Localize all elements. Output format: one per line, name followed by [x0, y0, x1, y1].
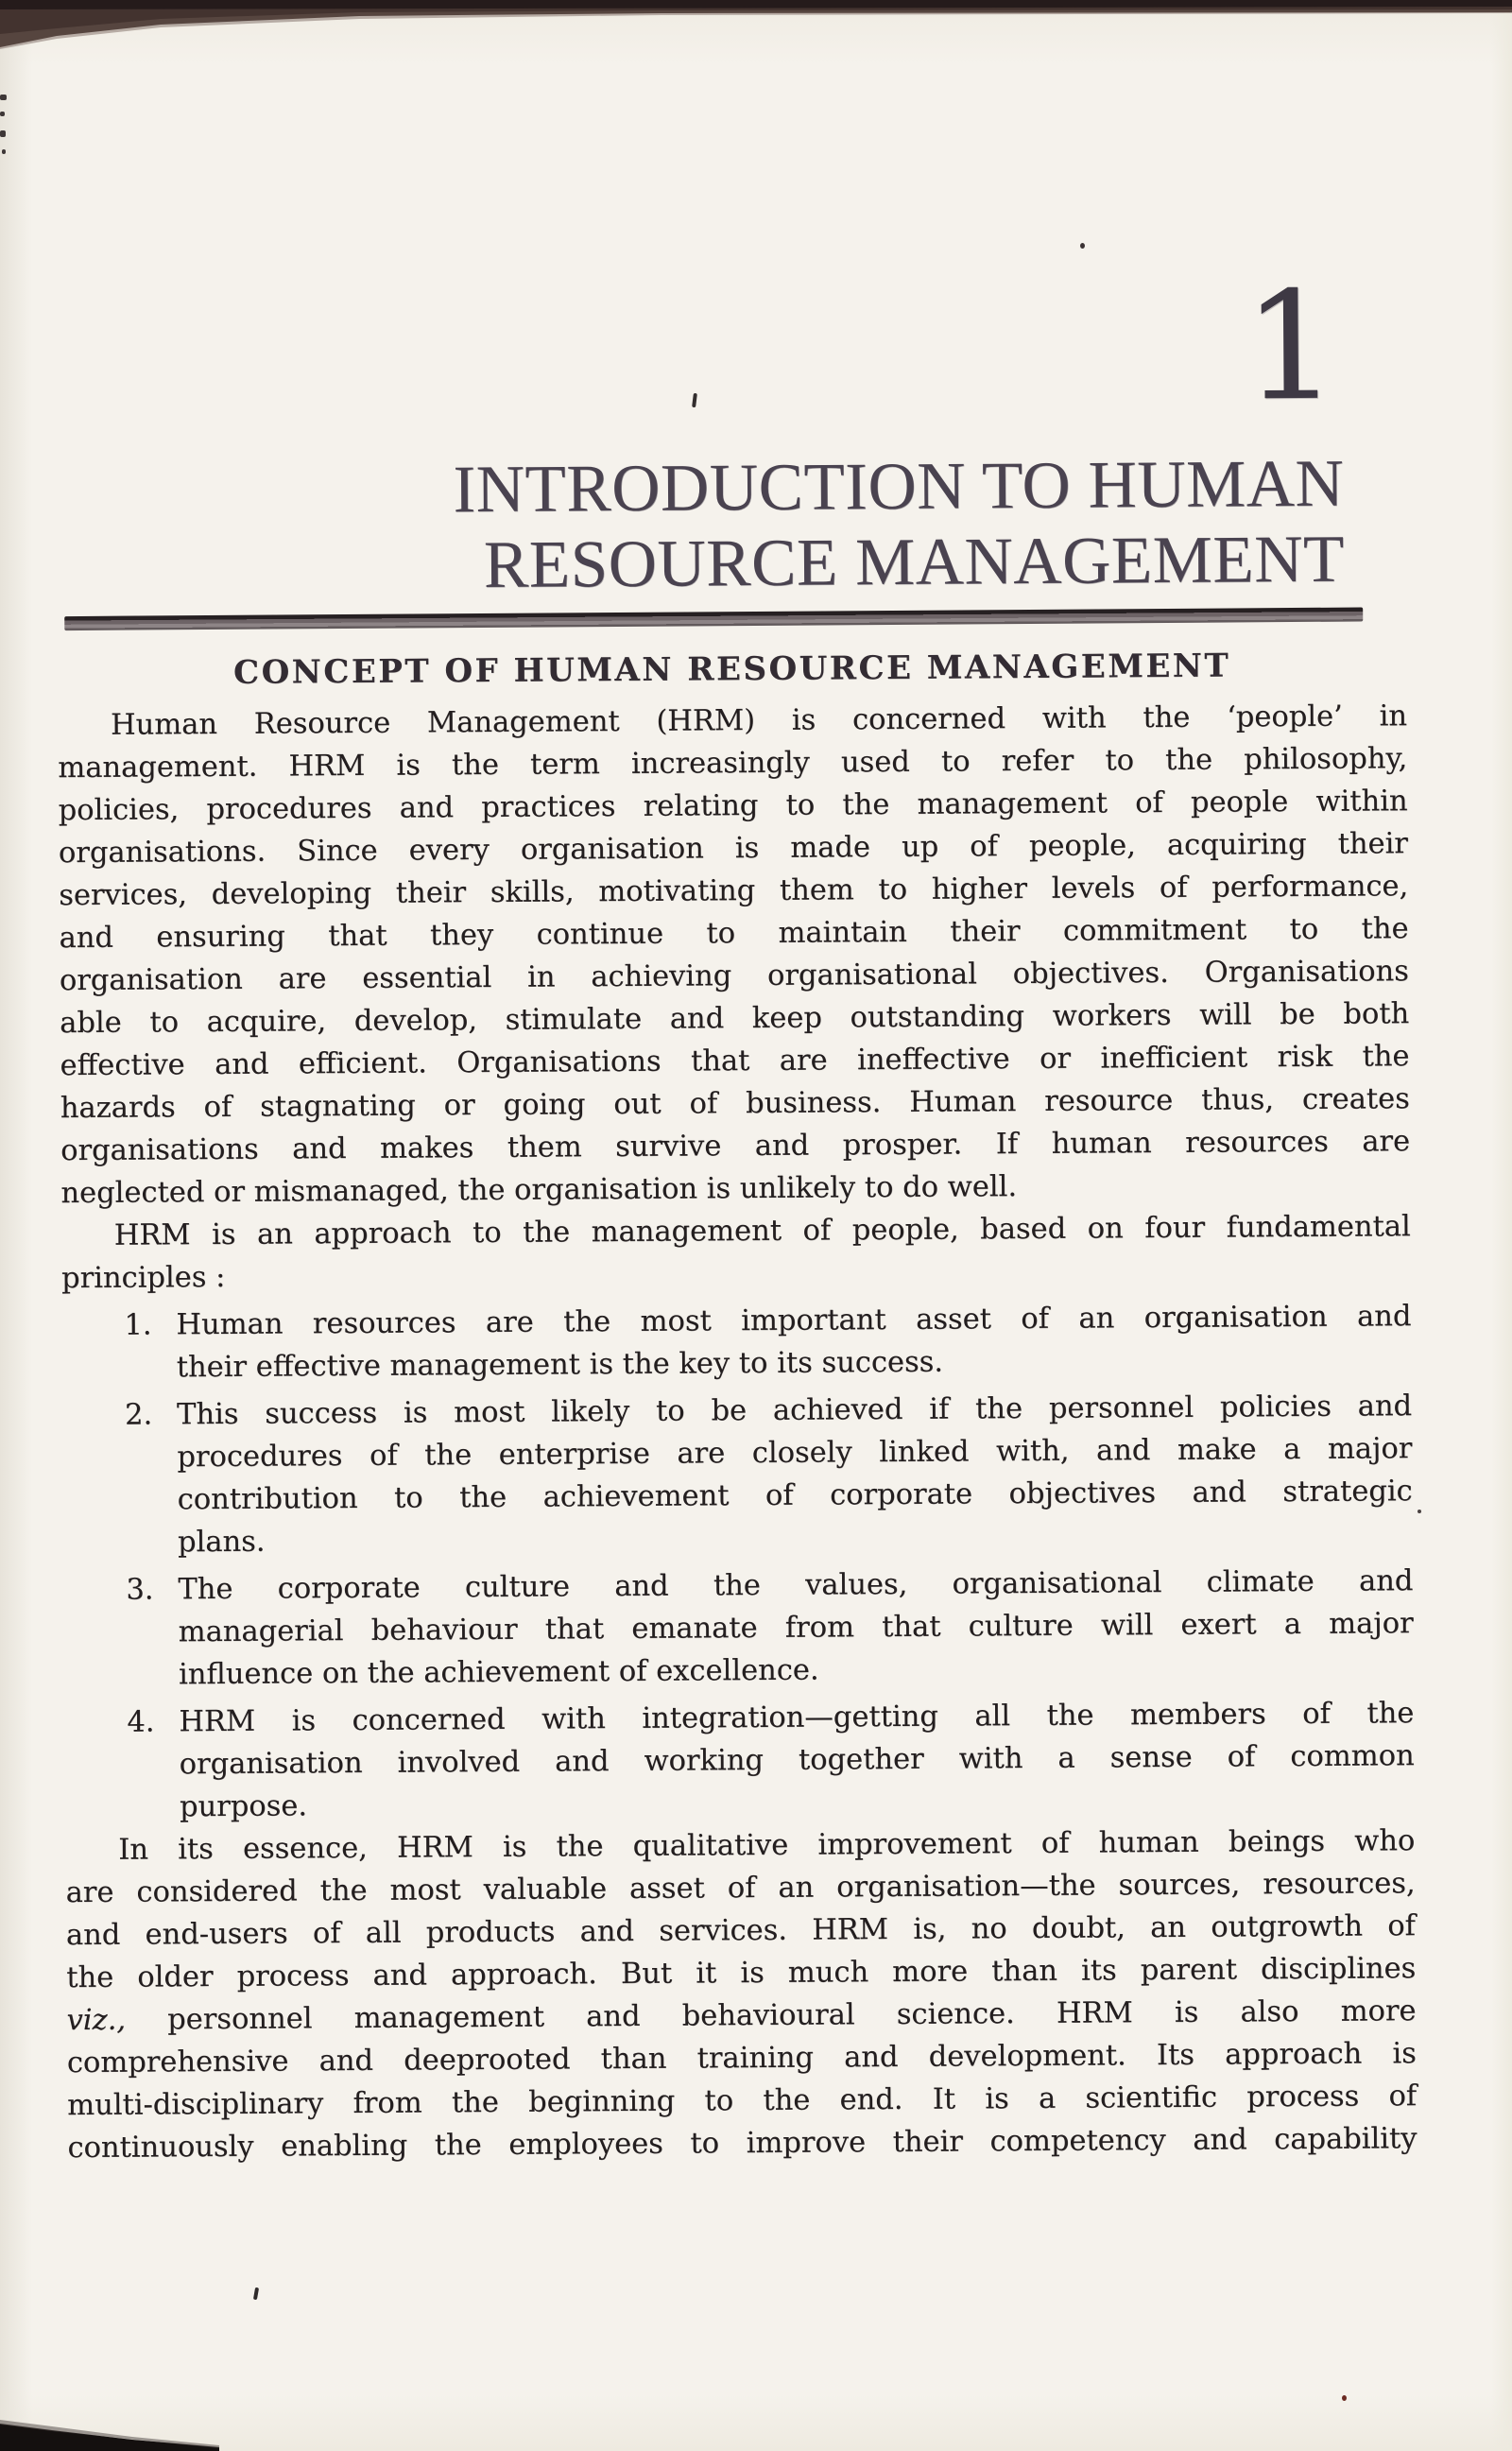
list-item-4-text	[179, 1692, 1415, 1828]
paragraph-concept	[58, 695, 1411, 1215]
list-item-3	[63, 1560, 1414, 1697]
list-item-4	[64, 1692, 1415, 1829]
paragraph-essence	[65, 1820, 1417, 2169]
list-item-3-text	[178, 1560, 1414, 1696]
text-line: organisations and makes them survive and prosper. If human resources are	[60, 1125, 1411, 1168]
list-item-1	[61, 1295, 1412, 1389]
section-heading: CONCEPT OF HUMAN RESOURCE MANAGEMENT	[232, 647, 1231, 692]
text-line: HRM is an approach to the management of people, based on four fundamental	[113, 1210, 1411, 1252]
paragraph-principles-intro	[61, 1205, 1412, 1300]
text-line: Human resources are the most important asset of an organisation and	[176, 1300, 1412, 1342]
list-item-3-number: 3.	[126, 1573, 154, 1607]
text-line: hazards of stagnating or going out of business. Human resource thus, creates	[60, 1082, 1410, 1126]
text-line: multi-disciplinary from the beginning to the end. It is a scientific process of	[67, 2080, 1418, 2123]
text-line: purpose.	[179, 1789, 308, 1824]
text-line: Human Resource Management (HRM) is concerned with the ‘people’ in	[110, 699, 1408, 742]
text-span: personnel management and behavioural science. HRM is also more	[125, 1994, 1417, 2037]
text-line: contribution to the achievement of corporate objectives and strategic	[177, 1475, 1413, 1517]
text-line: plans.	[177, 1525, 266, 1560]
text-line: and ensuring that they continue to maintain their commitment to the	[59, 912, 1409, 956]
text-line: managerial behaviour that emanate from that culture will exert a major	[178, 1607, 1414, 1649]
text-line: comprehensive and deeprooted than training and development. Its approach is	[66, 2037, 1417, 2080]
text-line: principles :	[60, 1260, 226, 1296]
text-line: organisation involved and working together with a sense of common	[179, 1739, 1415, 1782]
text-line: neglected or mismanaged, the organisation is unlikely to do well.	[60, 1170, 1018, 1211]
text-line: and end-users of all products and services. HRM is, no doubt, an outgrowth of	[65, 1909, 1417, 1953]
text-line: effective and efficient. Organisations that are ineffective or inefficient risk the	[60, 1040, 1410, 1083]
list-item-1-number: 1.	[124, 1308, 152, 1342]
text-line: policies, procedures and practices relating to the management of people within	[58, 785, 1408, 828]
chapter-title-line-1: INTRODUCTION TO HUMAN	[453, 446, 1345, 527]
text-line: procedures of the enterprise are closely linked with, and make a major	[177, 1432, 1413, 1475]
list-item-4-number: 4.	[127, 1705, 155, 1739]
list-item-2-text	[177, 1385, 1413, 1563]
text-column	[57, 642, 1417, 2169]
text-line: The corporate culture and the values, organisational climate and	[178, 1564, 1414, 1607]
text-line: HRM is concerned with integration—getting all the members of the	[179, 1697, 1415, 1739]
list-item-2	[62, 1385, 1413, 1564]
text-line: management. HRM is the term increasingly used to refer to the philosophy,	[58, 742, 1408, 785]
list-item-2-number: 2.	[124, 1398, 153, 1432]
text-line: In its essence, HRM is the qualitative improvement of human beings who	[118, 1824, 1416, 1867]
text-line: services, developing their skills, motivating them to higher levels of performance,	[59, 870, 1409, 913]
text-line: are considered the most valuable asset of an organisation—the sources, resources,	[65, 1867, 1416, 1910]
text-line: influence on the achievement of excellence.	[178, 1653, 819, 1692]
list-item-1-text	[176, 1295, 1412, 1389]
chapter-number: 1	[1243, 259, 1339, 435]
chapter-title	[453, 446, 1345, 604]
text-line: the older process and approach. But it is much more than its parent disciplines	[66, 1952, 1417, 1995]
text-line: This success is most likely to be achieved if the personnel policies and	[176, 1389, 1413, 1432]
chapter-title-line-2: RESOURCE MANAGEMENT	[483, 522, 1346, 602]
text-line: continuously enabling the employees to improve their competency and capability	[67, 2122, 1418, 2166]
title-rule	[64, 608, 1363, 631]
text-line: organisations. Since every organisation is made up of people, acquiring their	[58, 827, 1409, 871]
italic-term: viz.,	[66, 2003, 127, 2038]
text-line: their effective management is the key to its success.	[176, 1345, 944, 1385]
text-line: organisation are essential in achieving organisational objectives. Organisations	[59, 955, 1409, 998]
text-line: able to acquire, develop, stimulate and keep outstanding workers will be both	[60, 997, 1410, 1041]
